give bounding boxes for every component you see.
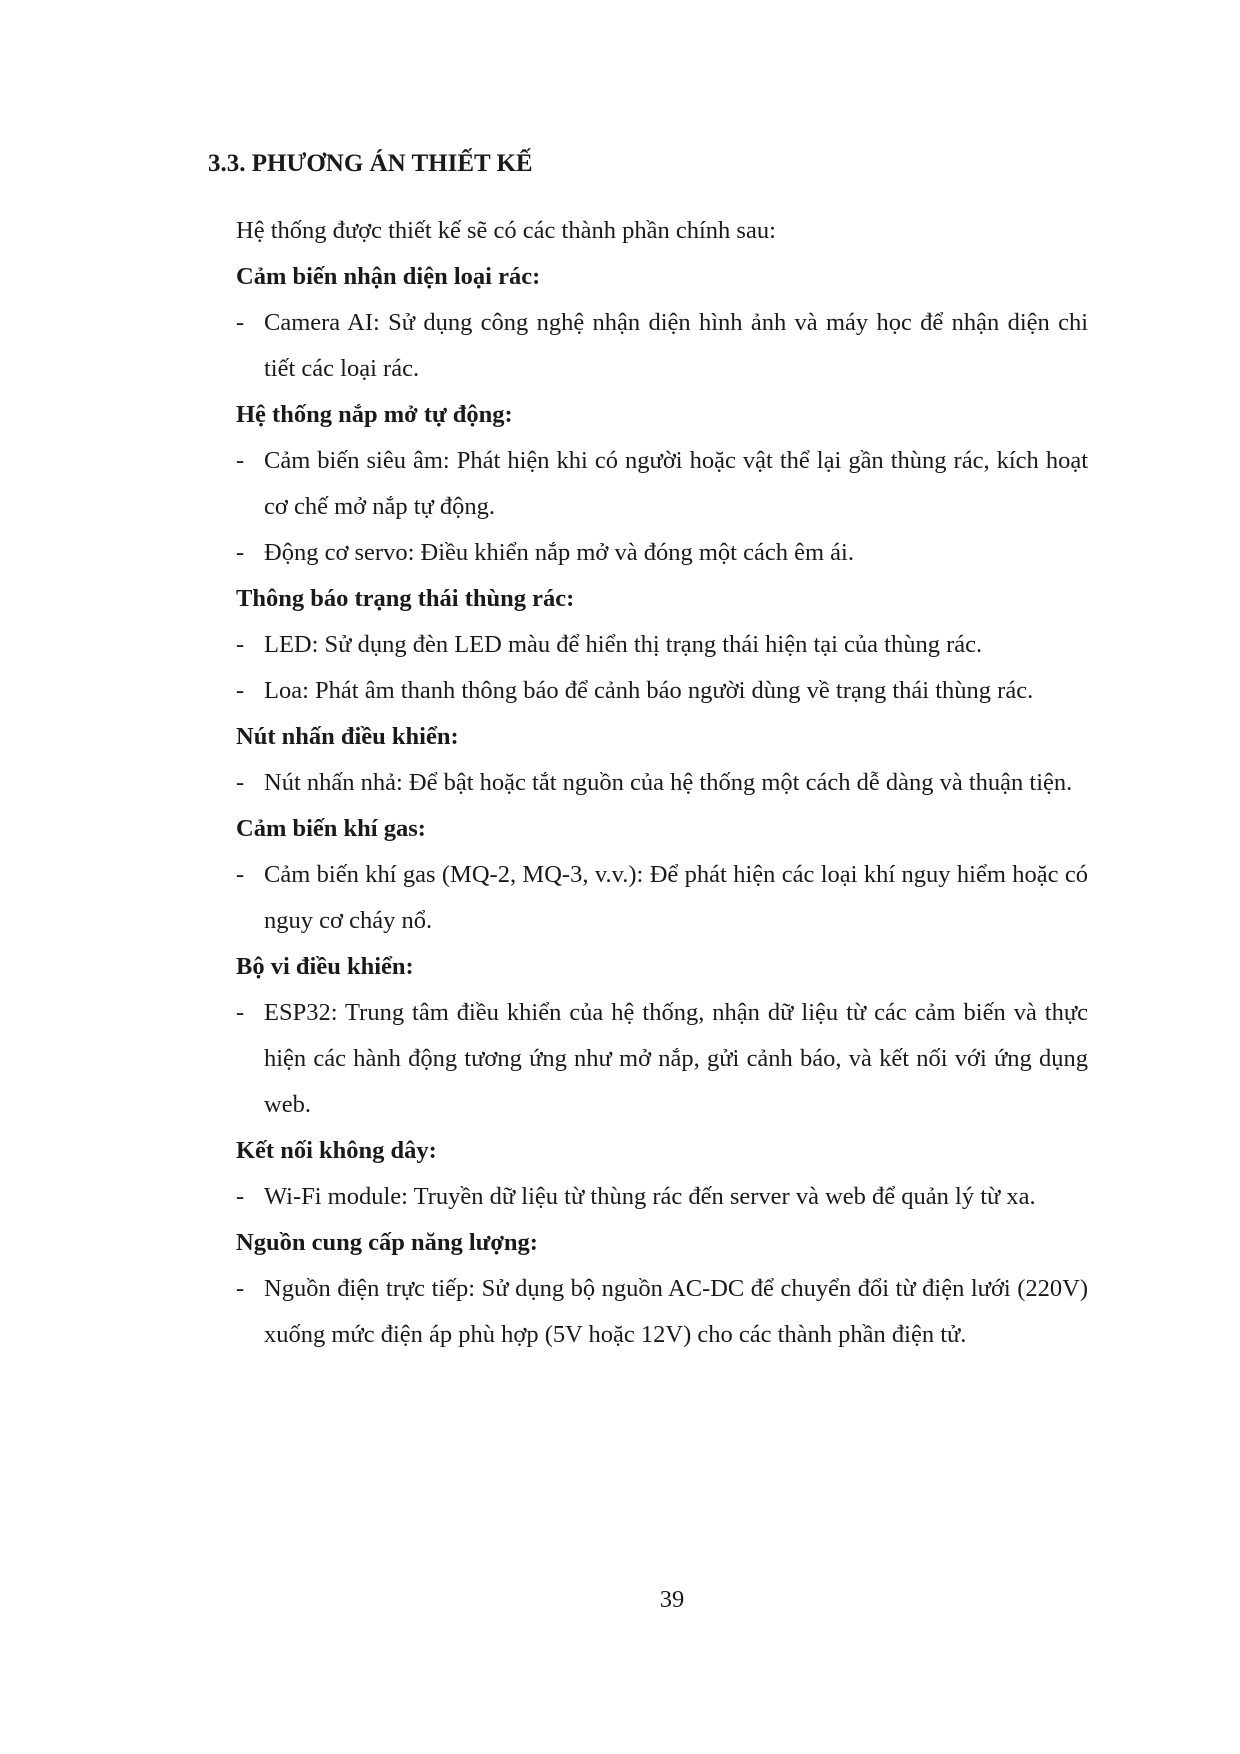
bullet-dash: - xyxy=(236,999,245,1026)
list-item xyxy=(236,438,1088,530)
list-item xyxy=(236,990,1088,1128)
intro-paragraph: Hệ thống được thiết kế sẽ có các thành phần chính sau: xyxy=(236,217,776,244)
list-item-text: ESP32: Trung tâm điều khiển của hệ thống, nhận dữ liệu từ các cảm biến và thực hiện các hành động tương ứng như mở nắp, gửi cảnh báo, và kết nối với ứng dụng web. xyxy=(264,999,1088,1118)
list-item xyxy=(236,622,1088,668)
section-title: Kết nối không dây: xyxy=(236,1137,437,1164)
section-auto-lid-system xyxy=(236,392,1088,576)
bullet-dash: - xyxy=(236,539,245,566)
list-item xyxy=(236,300,1088,392)
bullet-dash: - xyxy=(236,631,245,658)
section-power-supply xyxy=(236,1220,1088,1358)
bullet-dash: - xyxy=(236,309,245,336)
section-title: Cảm biến nhận diện loại rác: xyxy=(236,263,541,290)
section-title: Bộ vi điều khiển: xyxy=(236,953,414,980)
list-item xyxy=(236,668,1088,714)
section-control-button xyxy=(236,714,1088,806)
list-item-text: Cảm biến khí gas (MQ-2, MQ-3, v.v.): Để phát hiện các loại khí nguy hiểm hoặc có nguy cơ cháy nổ. xyxy=(264,861,1088,934)
section-gas-sensor xyxy=(236,806,1088,944)
page-number: 39 xyxy=(659,1586,685,1613)
list-item xyxy=(236,760,1088,806)
section-title: Nguồn cung cấp năng lượng: xyxy=(236,1229,538,1256)
bullet-dash: - xyxy=(236,447,245,474)
list-item xyxy=(236,1266,1088,1358)
bullet-dash: - xyxy=(236,1275,245,1302)
section-title: Thông báo trạng thái thùng rác: xyxy=(236,585,575,612)
section-microcontroller xyxy=(236,944,1088,1128)
list-item-text: Nguồn điện trực tiếp: Sử dụng bộ nguồn AC-DC để chuyển đổi từ điện lưới (220V) xuống mức điện áp phù hợp (5V hoặc 12V) cho các thành phần điện tử. xyxy=(264,1275,1088,1348)
section-title: Hệ thống nắp mở tự động: xyxy=(236,401,513,428)
list-item-text: Wi-Fi module: Truyền dữ liệu từ thùng rác đến server và web để quản lý từ xa. xyxy=(264,1183,1036,1210)
list-item-text: Nút nhấn nhả: Để bật hoặc tắt nguồn của hệ thống một cách dễ dàng và thuận tiện. xyxy=(264,769,1073,796)
section-title: Nút nhấn điều khiển: xyxy=(236,723,459,750)
bullet-dash: - xyxy=(236,769,245,796)
bullet-dash: - xyxy=(236,861,245,888)
list-item-text: Động cơ servo: Điều khiển nắp mở và đóng một cách êm ái. xyxy=(264,539,854,566)
section-bin-status-notification xyxy=(236,576,1088,714)
list-item-text: Loa: Phát âm thanh thông báo để cảnh báo người dùng về trạng thái thùng rác. xyxy=(264,677,1034,704)
section-wireless-connection xyxy=(236,1128,1088,1220)
list-item-text: Cảm biến siêu âm: Phát hiện khi có người hoặc vật thể lại gần thùng rác, kích hoạt cơ chế mở nắp tự động. xyxy=(264,447,1088,520)
list-item xyxy=(236,530,1088,576)
bullet-dash: - xyxy=(236,677,245,704)
list-item xyxy=(236,852,1088,944)
section-title: Cảm biến khí gas: xyxy=(236,815,426,842)
section-heading: 3.3. PHƯƠNG ÁN THIẾT KẾ xyxy=(208,150,533,177)
list-item-text: LED: Sử dụng đèn LED màu để hiển thị trạng thái hiện tại của thùng rác. xyxy=(264,631,983,658)
section-waste-recognition-sensor xyxy=(236,254,1088,392)
list-item xyxy=(236,1174,1088,1220)
section-content xyxy=(236,208,1088,1358)
list-item-text: Camera AI: Sử dụng công nghệ nhận diện hình ảnh và máy học để nhận diện chi tiết các loại rác. xyxy=(264,309,1088,382)
bullet-dash: - xyxy=(236,1183,245,1210)
